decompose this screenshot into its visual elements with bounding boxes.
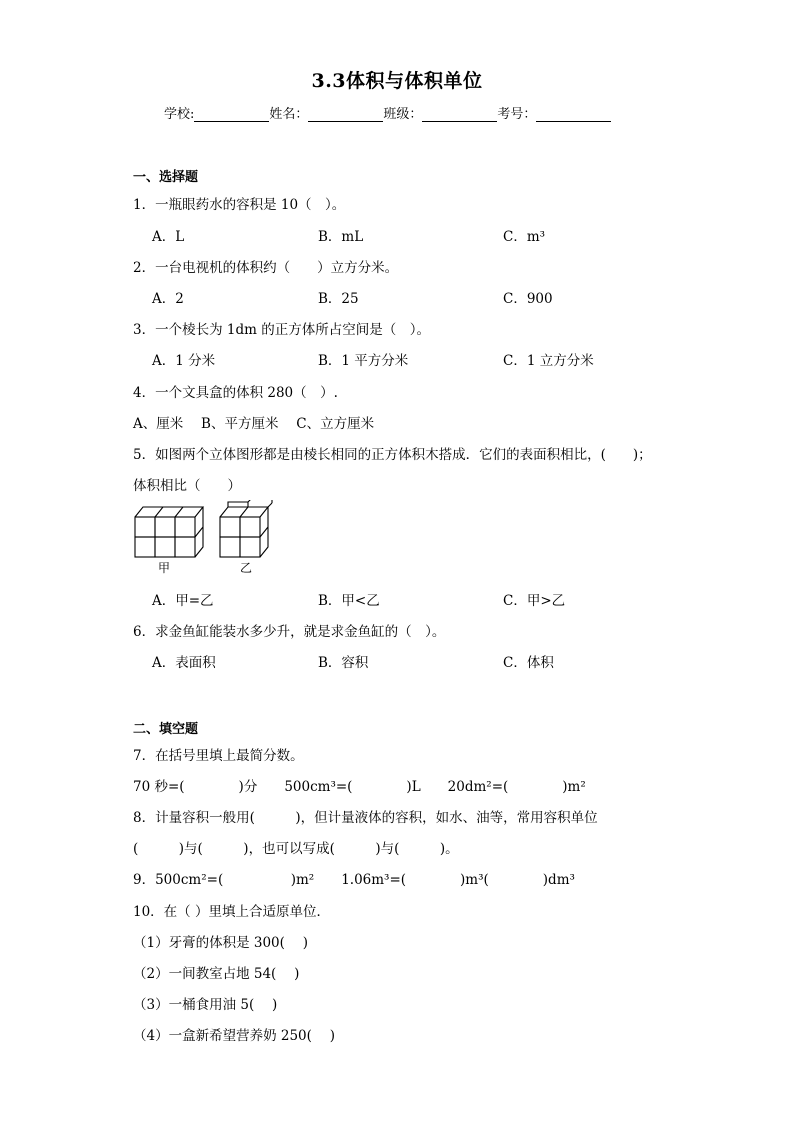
q10-item-1[interactable]: （1）牙膏的体积是 300( ) [133, 935, 308, 951]
q10-item-3[interactable]: （3）一桶食用油 5( ) [133, 997, 278, 1013]
school-label: 学校: [164, 107, 195, 122]
school-blank[interactable] [194, 107, 269, 122]
name-label: 姓名： [269, 107, 309, 122]
cube-structures-figure [130, 500, 280, 580]
q5-option-b[interactable]: B．甲<乙 [318, 593, 380, 609]
q5-option-a[interactable]: A．甲=乙 [152, 593, 214, 609]
question-5: 5．如图两个立体图形都是由棱长相同的正方体积木搭成．它们的表面积相比，( )； [133, 447, 652, 463]
q1-option-a[interactable]: A．L [152, 229, 185, 245]
figure-label-jia: 甲 [158, 561, 171, 575]
question-8: 8．计量容积一般用( )，但计量液体的容积，如水、油等，常用容积单位 [133, 810, 598, 826]
figure-yi-cubes [220, 500, 272, 557]
section-title-fill: 二、填空题 [133, 722, 199, 737]
q10-item-4[interactable]: （4）一盒新希望营养奶 250( ) [133, 1028, 335, 1044]
q6-option-c[interactable]: C．体积 [503, 655, 554, 671]
question-10: 10．在（ ）里填上合适原单位． [133, 904, 330, 920]
question-2: 2．一台电视机的体积约（ ）立方分米。 [133, 260, 399, 276]
q1-option-b[interactable]: B．mL [318, 229, 364, 245]
question-7: 7．在括号里填上最简分数。 [133, 748, 304, 764]
class-label: 班级： [383, 107, 423, 122]
question-9[interactable]: 9．500cm²=( )m² 1.06m³=( )m³( )dm³ [133, 872, 575, 888]
q3-option-b[interactable]: B．1 平方分米 [318, 353, 409, 369]
q4-options-line[interactable]: A、厘米 B、平方厘米 C、立方厘米 [133, 416, 375, 432]
q3-option-a[interactable]: A．1 分米 [152, 353, 216, 369]
q1-option-c[interactable]: C．m³ [503, 229, 546, 245]
section-title-choice: 一、选择题 [133, 170, 199, 185]
number-blank[interactable] [536, 107, 611, 122]
class-blank[interactable] [422, 107, 497, 122]
question-4: 4．一个文具盒的体积 280（ ）. [133, 385, 338, 401]
q3-option-c[interactable]: C．1 立方分米 [503, 353, 594, 369]
q2-option-b[interactable]: B．25 [318, 291, 359, 307]
figure-label-yi: 乙 [240, 561, 253, 575]
page-title: 3.3体积与体积单位 [311, 70, 483, 92]
question-3: 3．一个棱长为 1dm 的正方体所占空间是（ ）。 [133, 322, 430, 338]
name-blank[interactable] [308, 107, 383, 122]
question-6: 6．求金鱼缸能装水多少升，就是求金鱼缸的（ ）。 [133, 624, 446, 640]
question-1: 1．一瓶眼药水的容积是 10（ ）。 [133, 197, 346, 213]
student-info-line [164, 103, 611, 122]
q10-item-2[interactable]: （2）一间教室占地 54( ) [133, 966, 300, 982]
question-7-blanks[interactable]: 70 秒=( )分 500cm³=( )L 20dm²=( )m² [133, 779, 586, 795]
q6-option-a[interactable]: A．表面积 [152, 655, 216, 671]
question-8-blanks[interactable]: ( )与( )，也可以写成( )与( )。 [133, 841, 459, 857]
q6-option-b[interactable]: B．容积 [318, 655, 369, 671]
number-label: 考号： [497, 107, 537, 122]
q2-option-c[interactable]: C．900 [503, 291, 553, 307]
q2-option-a[interactable]: A．2 [152, 291, 184, 307]
question-5-continued: 体积相比（ ） [133, 478, 241, 494]
q5-option-c[interactable]: C．甲>乙 [503, 593, 566, 609]
figure-jia-cubes [135, 507, 203, 557]
